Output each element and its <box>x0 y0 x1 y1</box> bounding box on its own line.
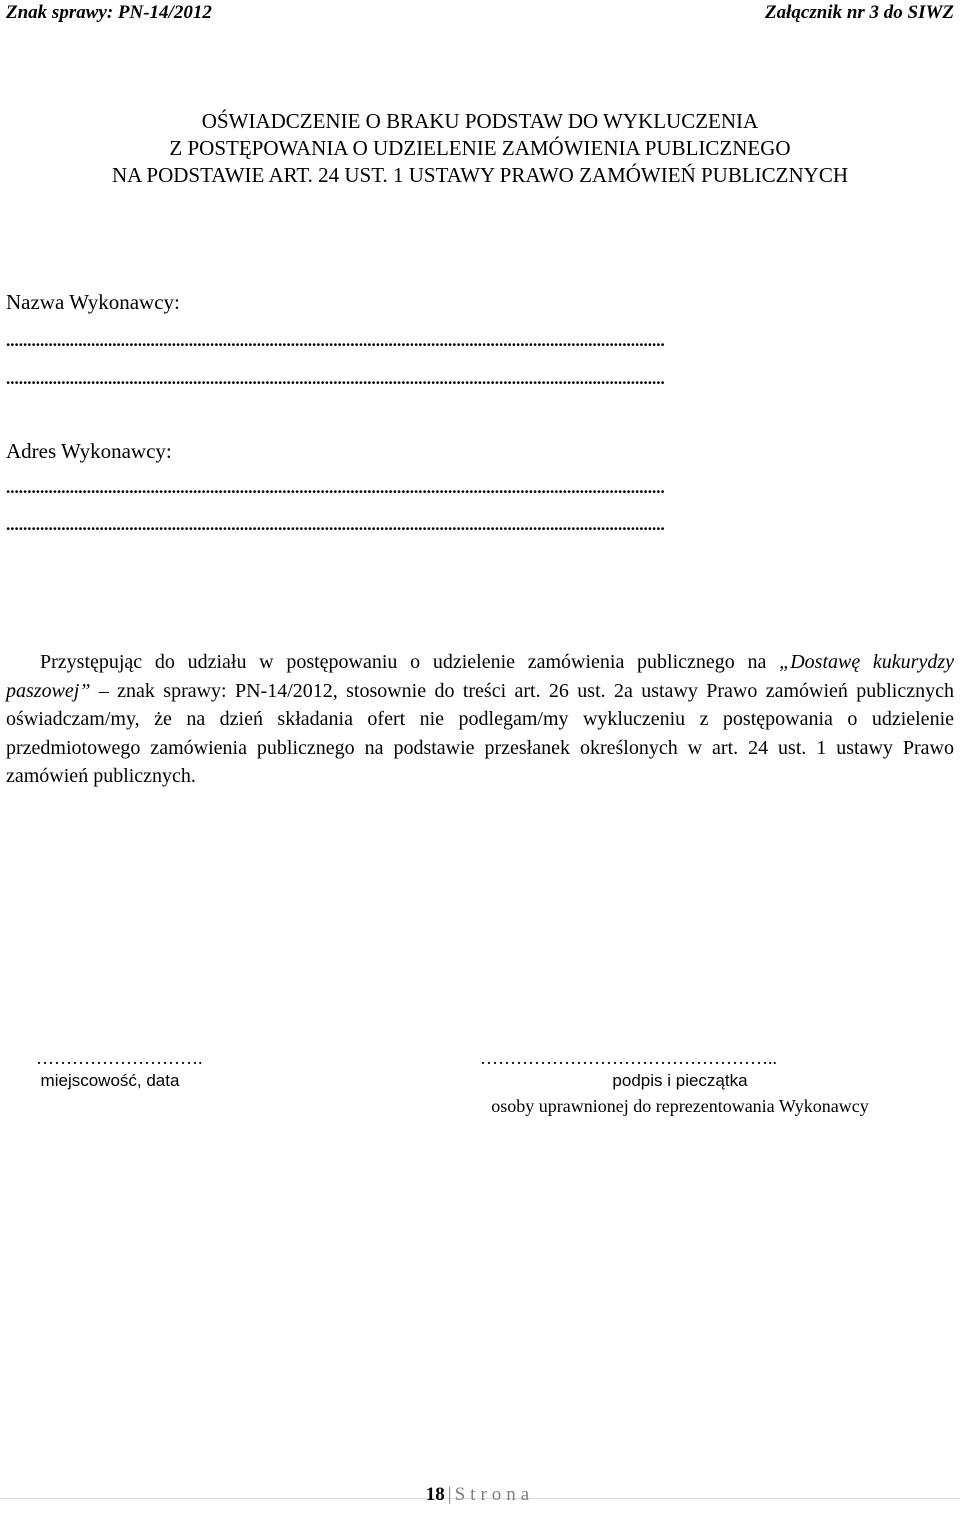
signature-sublabel: osoby uprawnionej do reprezentowania Wykonawcy <box>491 1096 869 1116</box>
contractor-name-field-line-2[interactable]: ........................................................................................................................................................... <box>6 369 665 388</box>
title-line-1: OŚWIADCZENIE O BRAKU PODSTAW DO WYKLUCZENIA <box>201 109 759 133</box>
declaration-paragraph <box>6 648 954 791</box>
case-number-header: Znak sprawy: PN-14/2012 <box>6 2 212 23</box>
page-indicator <box>0 1480 960 1510</box>
contractor-address-field-line-2[interactable]: ........................................................................................................................................................... <box>6 515 665 534</box>
attachment-header: Załącznik nr 3 do SIWZ <box>765 2 954 23</box>
signature-field[interactable]: ………………………………………….. <box>480 1048 777 1068</box>
contractor-address-field-line-1[interactable]: ........................................................................................................................................................... <box>6 478 665 497</box>
title-line-3: NA PODSTAWIE ART. 24 UST. 1 USTAWY PRAWO ZAMÓWIEŃ PUBLICZNYCH <box>111 163 848 187</box>
page-word: Strona <box>454 1484 535 1505</box>
document-title <box>0 108 960 189</box>
declaration-text-start: Przystępując do udziału w postępowaniu o udzielenie zamówienia publicznego na <box>40 651 780 673</box>
place-date-field[interactable]: ………………………. <box>36 1048 203 1068</box>
page-number: 18 <box>425 1484 445 1505</box>
page-separator: | <box>447 1484 452 1505</box>
contractor-address-label: Adres Wykonawcy: <box>6 439 172 463</box>
page-footer <box>0 1480 960 1518</box>
declaration-text-end: – znak sprawy: PN-14/2012, stosownie do treści art. 26 ust. 2a ustawy Prawo zamówień publicznych oświadczam/my, że na dzień składania ofert nie podlegam/my wykluczeniu z postępowania o udzielenie przedmiotowego zamówienia publicznego na podstawie przesłanek określonych w art. 24 ust. 1 ustawy Prawo zamówień publicznych. <box>6 679 954 787</box>
contractor-name-label: Nazwa Wykonawcy: <box>6 290 180 314</box>
contractor-name-field-line-1[interactable]: ........................................................................................................................................................... <box>6 331 665 350</box>
title-line-2: Z POSTĘPOWANIA O UDZIELENIE ZAMÓWIENIA PUBLICZNEGO <box>169 136 791 160</box>
signature-label: podpis i pieczątka <box>612 1071 748 1090</box>
declaration-subject: „Dostawę kukurydzy paszowej” <box>6 651 954 702</box>
place-date-label: miejscowość, data <box>40 1071 180 1090</box>
